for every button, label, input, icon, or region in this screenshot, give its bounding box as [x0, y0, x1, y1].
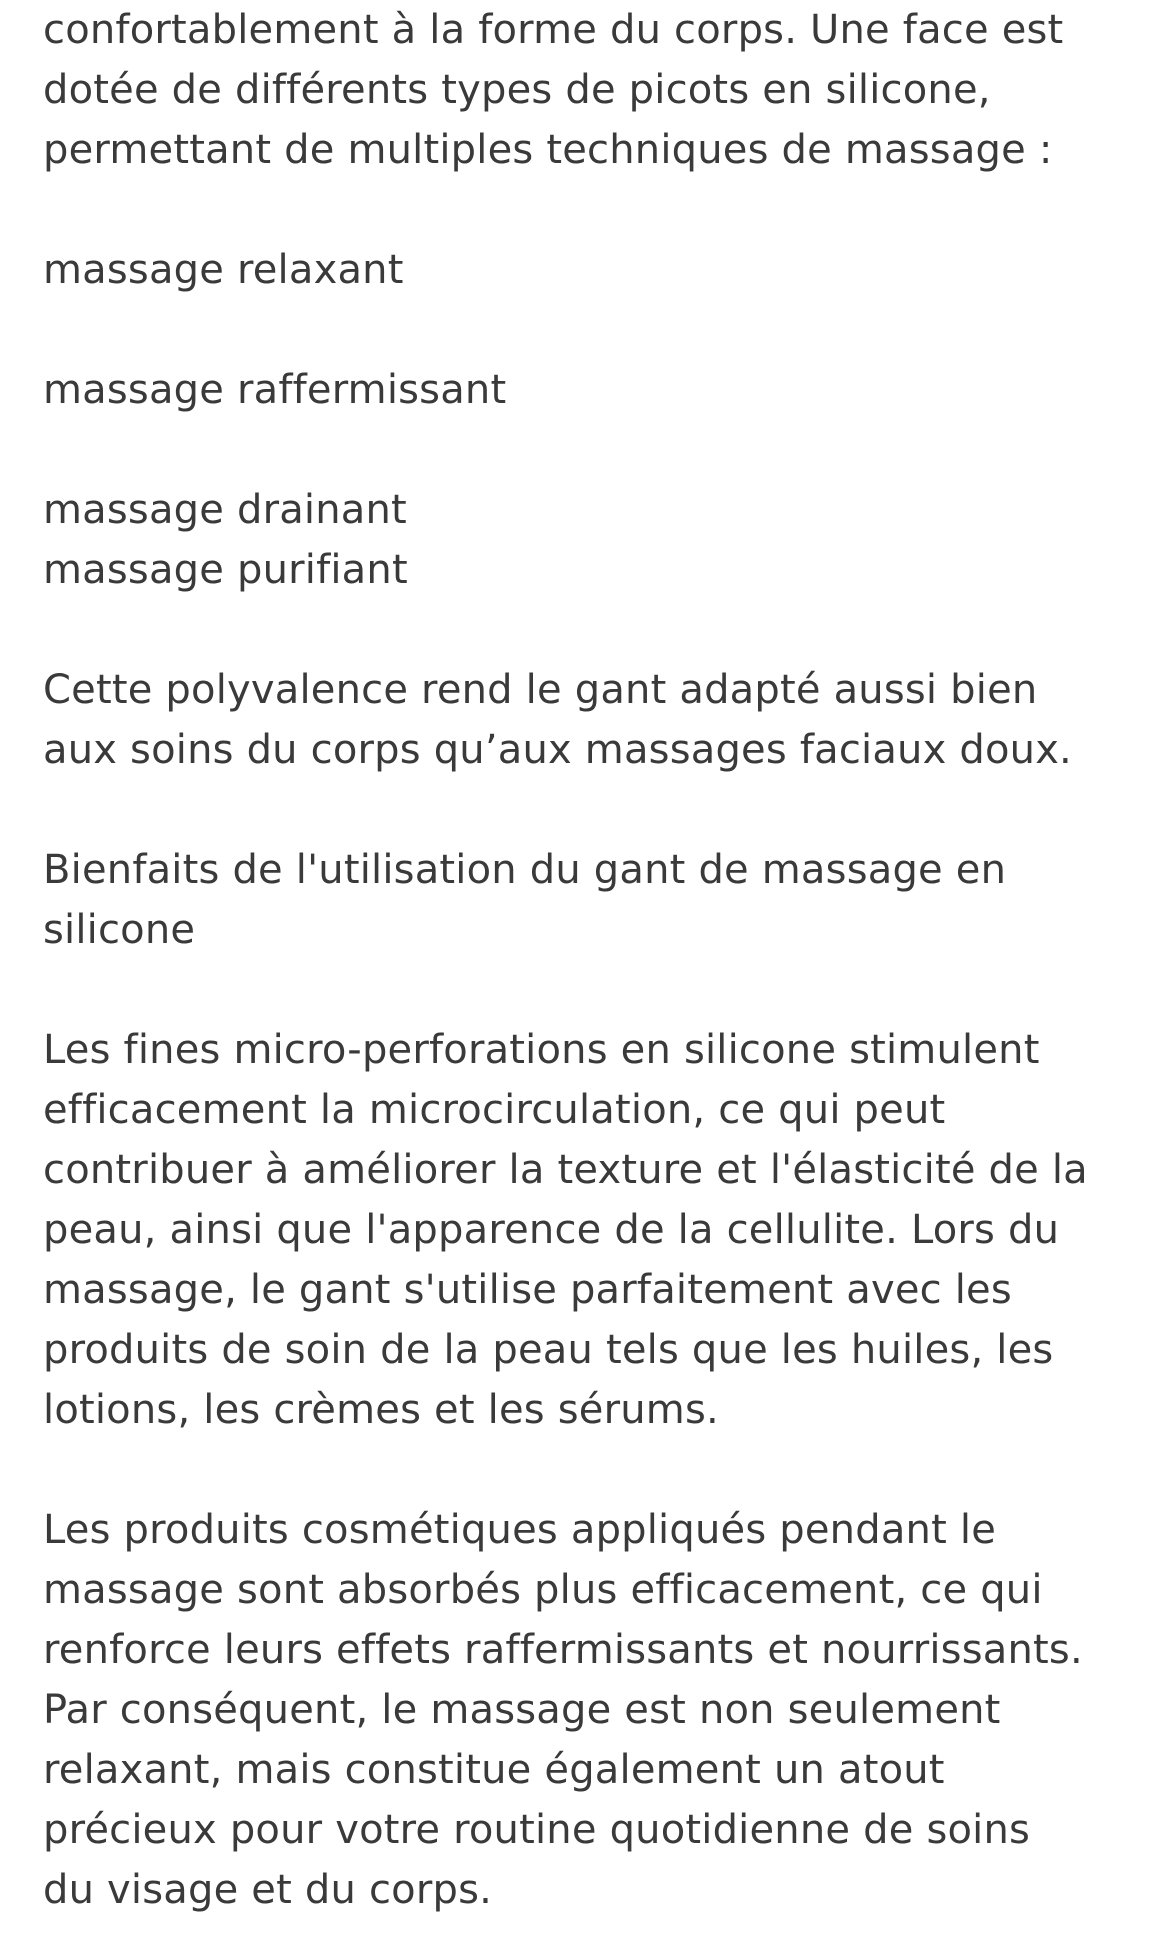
- text-line: massage, le gant s'utilise parfaitement avec les: [43, 1267, 1012, 1313]
- technique-drainant: massage drainant: [43, 487, 407, 533]
- text-line: précieux pour votre routine quotidienne de soins: [43, 1807, 1031, 1853]
- text-line: Bienfaits de l'utilisation du gant de massage en: [43, 847, 1007, 893]
- text-line: confortablement à la forme du corps. Une face est: [43, 7, 1064, 53]
- cosmetics-paragraph: [43, 1500, 1143, 1920]
- text-line: contribuer à améliorer la texture et l'élasticité de la: [43, 1147, 1088, 1193]
- technique-relaxant: massage relaxant: [43, 247, 404, 293]
- text-line: Les fines micro-perforations en silicone stimulent: [43, 1027, 1040, 1073]
- article-body: [43, 0, 1143, 1920]
- text-line: relaxant, mais constitue également un atout: [43, 1747, 945, 1793]
- technique-raffermissant: massage raffermissant: [43, 367, 507, 413]
- text-line: renforce leurs effets raffermissants et nourrissants.: [43, 1627, 1083, 1673]
- intro-paragraph: [43, 0, 1143, 180]
- text-line: du visage et du corps.: [43, 1867, 493, 1913]
- text-line: dotée de différents types de picots en silicone,: [43, 67, 991, 113]
- text-line: aux soins du corps qu’aux massages faciaux doux.: [43, 727, 1072, 773]
- benefits-heading: [43, 840, 1143, 960]
- polyvalence-paragraph: [43, 660, 1143, 780]
- text-line: massage sont absorbés plus efficacement, ce qui: [43, 1567, 1043, 1613]
- text-line: Cette polyvalence rend le gant adapté aussi bien: [43, 667, 1038, 713]
- text-line: Par conséquent, le massage est non seulement: [43, 1687, 1001, 1733]
- text-line: peau, ainsi que l'apparence de la cellulite. Lors du: [43, 1207, 1060, 1253]
- text-line: efficacement la microcirculation, ce qui peut: [43, 1087, 946, 1133]
- text-line: Les produits cosmétiques appliqués pendant le: [43, 1507, 997, 1553]
- text-line: permettant de multiples techniques de massage :: [43, 127, 1053, 173]
- text-line: lotions, les crèmes et les sérums.: [43, 1387, 719, 1433]
- text-line: silicone: [43, 907, 196, 953]
- benefits-paragraph: [43, 1020, 1143, 1440]
- technique-purifiant: massage purifiant: [43, 547, 408, 593]
- text-line: produits de soin de la peau tels que les huiles, les: [43, 1327, 1054, 1373]
